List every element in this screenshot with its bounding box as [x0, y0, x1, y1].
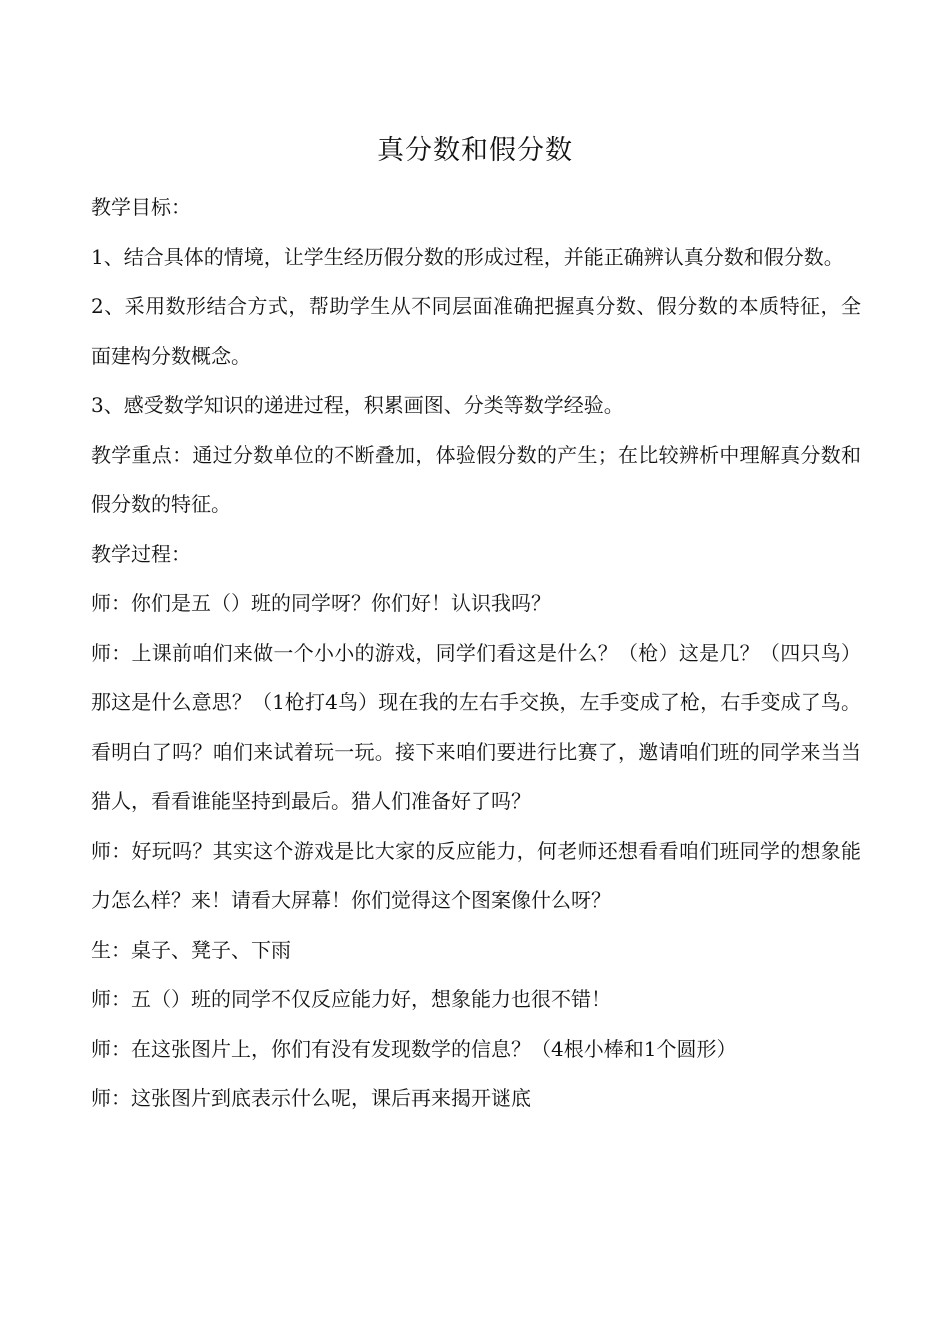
paragraph-dialogue-2: 师：上课前咱们来做一个小小的游戏，同学们看这是什么？（枪）这是几？（四只鸟）那这是什么意思？（1枪打4鸟）现在我的左右手交换，左手变成了枪，右手变成了鸟。看明白了吗？咱们来试着玩一玩。接下来咱们要进行比赛了，邀请咱们班的同学来当当猎人，看看谁能坚持到最后。猎人们准备好了吗？ [91, 640, 861, 813]
paragraph-objective-1: 1、结合具体的情境，让学生经历假分数的形成过程，并能正确辨认真分数和假分数。 [91, 244, 844, 269]
paragraph-dialogue-7: 师：这张图片到底表示什么呢，课后再来揭开谜底 [91, 1086, 531, 1110]
paragraph-objective-3: 3、感受数学知识的递进过程，积累画图、分类等数学经验。 [91, 393, 624, 417]
paragraph-dialogue-5: 师：五（）班的同学不仅反应能力好，想象能力也很不错！ [91, 987, 611, 1011]
paragraph-key-points: 教学重点：通过分数单位的不断叠加，体验假分数的产生；在比较辨析中理解真分数和假分数的特征。 [91, 442, 861, 516]
paragraph-dialogue-4: 生：桌子、凳子、下雨 [91, 937, 291, 962]
paragraph-objective-2: 2、采用数形结合方式，帮助学生从不同层面准确把握真分数、假分数的本质特征，全面建构分数概念。 [91, 294, 861, 368]
paragraph-dialogue-3: 师：好玩吗？其实这个游戏是比大家的反应能力，何老师还想看看咱们班同学的想象能力怎么样？来！请看大屏幕！你们觉得这个图案像什么呀？ [91, 838, 861, 912]
page-title: 真分数和假分数 [377, 135, 573, 166]
paragraph-process-heading: 教学过程： [91, 541, 191, 566]
paragraph-dialogue-1: 师：你们是五（）班的同学呀？你们好！认识我吗？ [91, 591, 551, 615]
paragraph-dialogue-6: 师：在这张图片上，你们有没有发现数学的信息？（4根小棒和1个圆形） [91, 1036, 737, 1061]
document-body [91, 183, 861, 1124]
paragraph-objectives-heading: 教学目标： [91, 195, 191, 219]
